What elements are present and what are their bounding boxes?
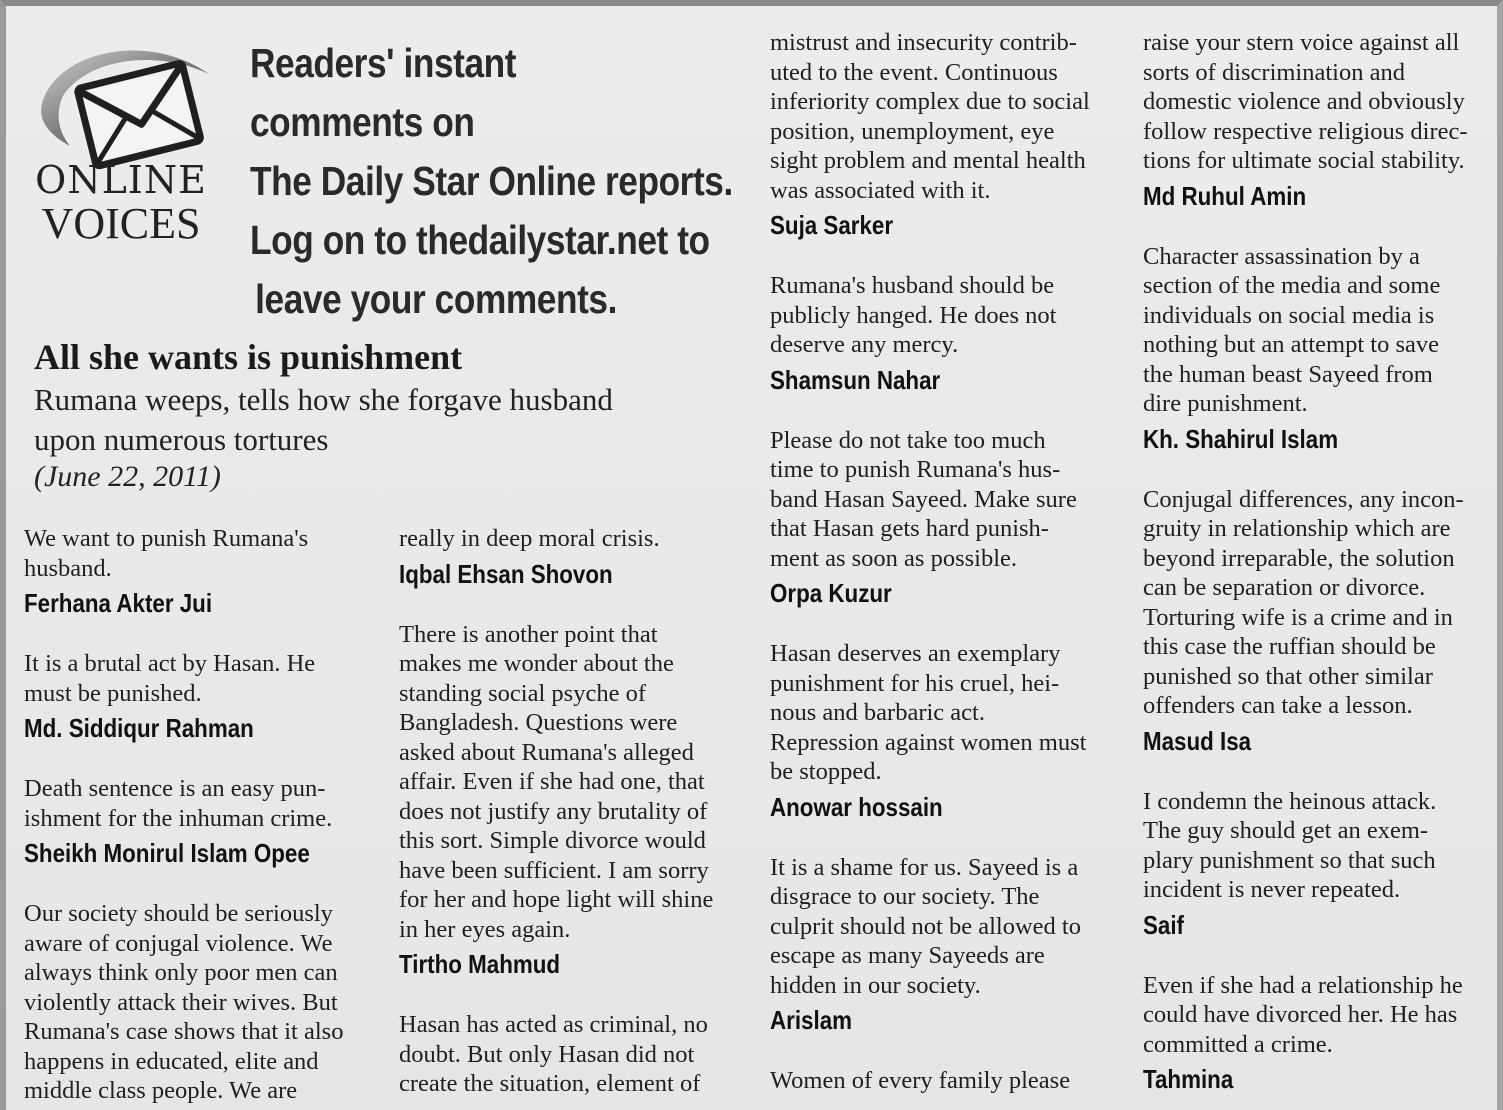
comment-line: publicly hanged. He does not — [770, 301, 1057, 329]
comment-author: Arislam — [770, 1005, 853, 1035]
promo-line: leave your comments. — [255, 276, 617, 322]
article-date: (June 22, 2011) — [34, 460, 221, 493]
comment-column-3 — [770, 28, 1135, 1096]
comment-line: tions for ultimate social stability. — [1143, 147, 1465, 174]
subhead-line: upon numerous tortures — [34, 422, 329, 457]
comment-author: Orpa Kuzur — [770, 578, 892, 608]
reader-comment — [770, 639, 1135, 823]
comment-line: create the situation, element of — [399, 1070, 701, 1097]
comment-line: incident is never repeated. — [1143, 876, 1401, 903]
comment-line: ment as soon as possible. — [770, 544, 1018, 572]
comment-line: plary punishment so that such — [1143, 846, 1436, 874]
comment-line: punished so that other similar — [1143, 662, 1433, 690]
comment-text — [1143, 28, 1503, 176]
comment-column-2 — [399, 524, 754, 1099]
comment-text — [770, 28, 1135, 205]
comment-line: can be separation or divorce. — [1143, 574, 1426, 601]
comment-line: Even if she had a relationship he — [1143, 971, 1463, 999]
comment-spacer — [24, 619, 384, 649]
comment-author: Kh. Shahirul Islam — [1143, 423, 1339, 454]
comment-line: Character assassination by a — [1143, 242, 1420, 270]
reader-comment — [399, 620, 754, 981]
comment-line: could have divorced her. He has — [1143, 1001, 1458, 1028]
comment-line: punishment for his cruel, hei- — [770, 669, 1060, 697]
comment-spacer — [1143, 212, 1503, 242]
comment-line: Bangladesh. Questions were — [399, 709, 678, 736]
comment-author: Tirtho Mahmud — [399, 949, 561, 979]
comment-column-4 — [1143, 28, 1503, 1095]
promo-line: Readers' instant — [250, 40, 517, 86]
comment-author: Masud Isa — [1143, 725, 1252, 756]
comment-line: section of the media and some — [1143, 272, 1441, 299]
comment-line: Death sentence is an easy pun- — [24, 775, 326, 802]
comment-line: was associated with it. — [770, 176, 991, 204]
comment-author: Iqbal Ehsan Shovon — [399, 558, 613, 589]
reader-comment — [1143, 971, 1503, 1096]
comment-text — [770, 271, 1135, 360]
comment-line: for her and hope light will shine — [399, 886, 714, 913]
comment-line: follow respective religious direc- — [1143, 117, 1468, 145]
comment-line: in her eyes again. — [399, 915, 571, 943]
comment-line: always think only poor men can — [24, 959, 338, 986]
comment-spacer — [770, 241, 1135, 271]
comment-line: domestic violence and obviously — [1143, 88, 1465, 115]
comment-line: ishment for the inhuman crime. — [24, 804, 333, 832]
comment-line: husband. — [24, 554, 112, 582]
comment-text — [1143, 242, 1503, 419]
comment-column-1 — [24, 524, 384, 1106]
comment-line: Conjugal differences, any incon- — [1143, 485, 1464, 513]
logo-text-voices: VOICES — [41, 199, 201, 248]
comment-spacer — [770, 609, 1135, 639]
comment-spacer — [1143, 455, 1503, 485]
comment-line: be stopped. — [770, 758, 882, 785]
logo-text-online: ONLINE — [35, 158, 207, 202]
comment-text — [1143, 787, 1503, 905]
comment-text — [24, 649, 384, 708]
comment-line: Repression against women must — [770, 728, 1087, 756]
reader-comment — [1143, 485, 1503, 757]
article-headline: All she wants is punishment — [34, 337, 463, 377]
comment-text — [770, 639, 1135, 787]
comment-text — [1143, 971, 1503, 1060]
comment-line: Rumana's husband should be — [770, 272, 1055, 299]
comment-line: that Hasan gets hard punish- — [770, 515, 1049, 542]
comment-line: individuals on social media is — [1143, 301, 1435, 329]
comment-line: Hasan has acted as criminal, no — [399, 1011, 708, 1038]
comment-line: the human beast Sayeed from — [1143, 360, 1433, 388]
comment-author: Ferhana Akter Jui — [24, 588, 213, 618]
comment-line: Rumana's case shows that it also — [24, 1018, 344, 1045]
comment-line: Our society should be seriously — [24, 900, 333, 927]
promo-line: The Daily Star Online reports. — [250, 158, 733, 204]
reader-comment — [399, 1010, 754, 1099]
comment-line: does not justify any brutality of — [399, 797, 708, 825]
comment-line: sorts of discrimination and — [1143, 58, 1405, 86]
comment-line: Hasan deserves an exemplary — [770, 640, 1061, 667]
comment-line: this case the ruffian should be — [1143, 633, 1436, 660]
reader-comment — [1143, 28, 1503, 212]
comment-line: have been sufficient. I am sorry — [399, 856, 709, 884]
comment-spacer — [770, 396, 1135, 426]
comment-line: There is another point that — [399, 620, 658, 648]
comment-author: Md Ruhul Amin — [1143, 180, 1307, 211]
reader-comment — [399, 524, 754, 590]
reader-comment — [1143, 242, 1503, 455]
comment-spacer — [399, 590, 754, 620]
comment-text — [24, 524, 384, 583]
comment-author: Saif — [1143, 909, 1185, 940]
article-subhead — [34, 380, 734, 460]
comment-spacer — [24, 869, 384, 899]
comment-line: standing social psyche of — [399, 679, 646, 707]
comment-line: Please do not take too much — [770, 426, 1046, 454]
comment-line: nothing but an attempt to save — [1143, 331, 1439, 358]
comment-text — [399, 1010, 754, 1099]
comment-line: Torturing wife is a crime and in — [1143, 603, 1453, 631]
comment-line: violently attack their wives. But — [24, 988, 338, 1016]
comment-text — [399, 620, 754, 945]
comment-spacer — [770, 823, 1135, 853]
comment-line: I condemn the heinous attack. — [1143, 787, 1437, 815]
comment-line: beyond irreparable, the solution — [1143, 544, 1455, 572]
reader-comment — [770, 28, 1135, 241]
comment-text — [24, 899, 384, 1106]
comment-line: offenders can take a lesson. — [1143, 692, 1413, 719]
comment-text — [770, 1066, 1135, 1096]
comment-text — [770, 426, 1135, 574]
comment-text — [770, 853, 1135, 1001]
comment-line: The guy should get an exem- — [1143, 817, 1429, 844]
comment-line: disgrace to our society. The — [770, 883, 1040, 910]
comment-line: uted to the event. Continuous — [770, 58, 1058, 86]
subhead-line: Rumana weeps, tells how she forgave husband — [34, 382, 613, 417]
comment-author: Suja Sarker — [770, 210, 894, 240]
comment-line: deserve any mercy. — [770, 331, 959, 358]
comment-line: culprit should not be allowed to — [770, 912, 1081, 940]
comment-line: gruity in relationship which are — [1143, 515, 1451, 542]
reader-comment — [24, 774, 384, 869]
comment-line: doubt. But only Hasan did not — [399, 1040, 695, 1068]
comment-line: It is a brutal act by Hasan. He — [24, 650, 316, 677]
comment-author: Anowar hossain — [770, 791, 943, 822]
comment-line: time to punish Rumana's hus- — [770, 456, 1061, 483]
comment-line: It is a shame for us. Sayeed is a — [770, 853, 1079, 881]
comment-spacer — [24, 744, 384, 774]
reader-comment — [770, 271, 1135, 396]
comment-line: mistrust and insecurity contrib- — [770, 29, 1077, 56]
comment-line: inferiority complex due to social — [770, 88, 1090, 115]
reader-comment — [24, 524, 384, 619]
promo-line: Log on to thedailystar.net to — [250, 217, 710, 263]
promo-line: comments on — [250, 99, 475, 145]
reader-comment — [24, 899, 384, 1106]
comment-spacer — [1143, 941, 1503, 971]
comment-author: Sheikh Monirul Islam Opee — [24, 838, 310, 868]
comment-line: dire punishment. — [1143, 390, 1308, 417]
comment-line: asked about Rumana's alleged — [399, 738, 694, 766]
comment-text — [24, 774, 384, 833]
comment-line: aware of conjugal violence. We — [24, 929, 333, 957]
reader-comment — [24, 649, 384, 744]
comment-line: makes me wonder about the — [399, 650, 674, 677]
reader-comment — [770, 853, 1135, 1037]
comment-line: nous and barbaric act. — [770, 699, 985, 726]
comment-spacer — [1143, 757, 1503, 787]
comment-line: this sort. Simple divorce would — [399, 827, 706, 854]
promo-text — [250, 34, 733, 329]
comment-line: position, unemployment, eye — [770, 117, 1055, 145]
comment-line: raise your stern voice against all — [1143, 29, 1460, 56]
comment-line: sight problem and mental health — [770, 147, 1086, 174]
reader-comment — [770, 1066, 1135, 1096]
comment-line: committed a crime. — [1143, 1030, 1333, 1058]
comment-line: hidden in our society. — [770, 971, 981, 999]
comment-spacer — [399, 980, 754, 1010]
comment-line: middle class people. We are — [24, 1077, 298, 1104]
comment-spacer — [770, 1036, 1135, 1066]
comment-line: We want to punish Rumana's — [24, 525, 309, 552]
comment-author: Md. Siddiqur Rahman — [24, 713, 254, 743]
comment-author: Shamsun Nahar — [770, 364, 941, 395]
comment-line: happens in educated, elite and — [24, 1047, 319, 1075]
comment-line: really in deep moral crisis. — [399, 525, 660, 552]
comment-line: must be punished. — [24, 679, 202, 707]
comment-line: band Hasan Sayeed. Make sure — [770, 485, 1077, 513]
comment-text — [1143, 485, 1503, 721]
comment-line: escape as many Sayeeds are — [770, 942, 1045, 969]
reader-comment — [1143, 787, 1503, 941]
comment-line: Women of every family please — [770, 1067, 1071, 1094]
comment-author: Tahmina — [1143, 1064, 1234, 1094]
comment-line: affair. Even if she had one, that — [399, 768, 705, 795]
reader-comment — [770, 426, 1135, 610]
comment-text — [399, 524, 754, 554]
